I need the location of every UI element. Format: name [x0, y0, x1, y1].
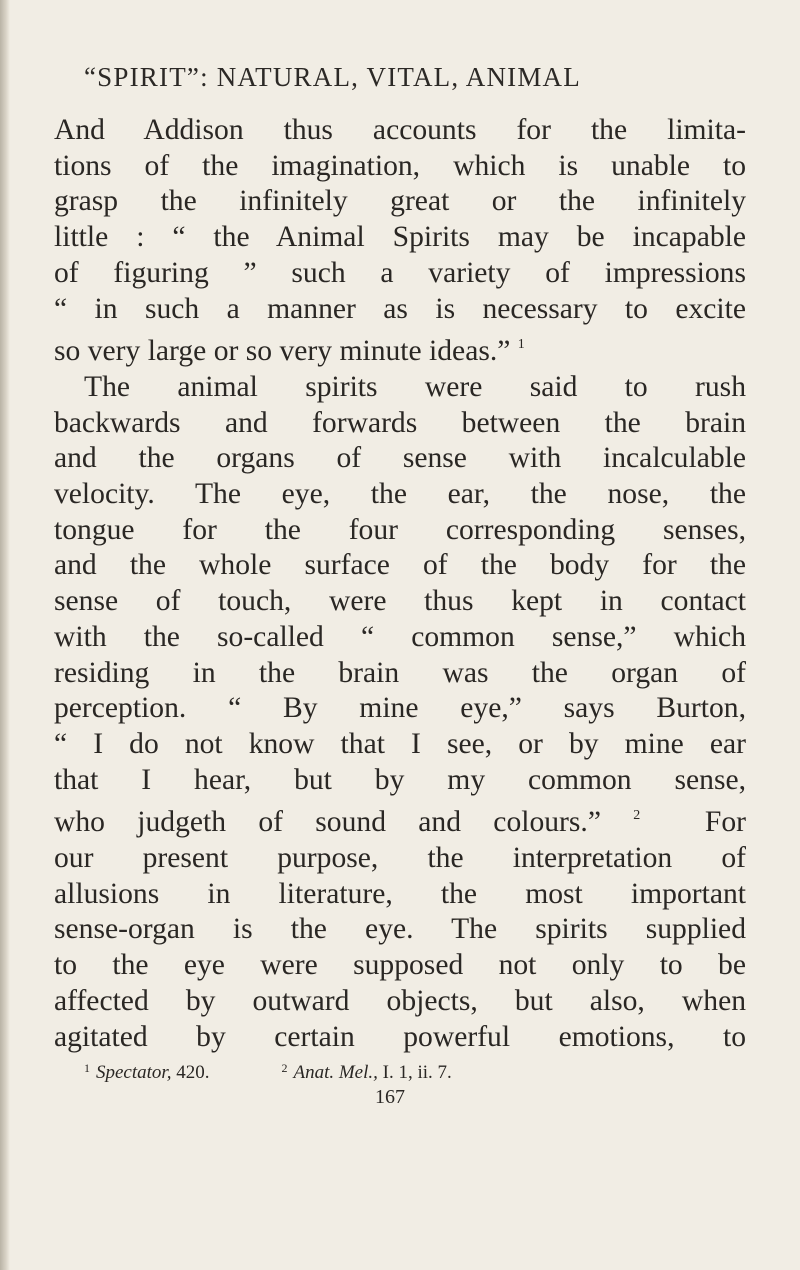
text-line: of figuring ” such a variety of impressions [54, 256, 746, 289]
page-binding-shadow [0, 0, 10, 1270]
footnote-ref-1: 1 [517, 337, 525, 353]
running-head: “SPIRIT”: NATURAL, VITAL, ANIMAL [84, 62, 581, 92]
text-line: allusions in literature, the most important [54, 877, 746, 910]
text-line: “ I do not know that I see, or by mine ear [54, 727, 746, 760]
text-line: our present purpose, the interpretation of [54, 842, 746, 875]
text-line: sense of touch, were thus kept in contact [54, 585, 746, 618]
text-line [54, 798, 746, 841]
text-line: perception. “ By mine eye,” says Burton, [54, 692, 746, 725]
text-line: tions of the imagination, which is unable to [54, 149, 746, 182]
text-line: backwards and forwards between the brain [54, 406, 746, 439]
footnote-ref: 420. [176, 1062, 210, 1084]
footnote-ref-2: 2 [633, 808, 641, 824]
text-line: residing in the brain was the organ of [54, 656, 746, 689]
text-line: “ in such a manner as is necessary to excite [54, 292, 746, 325]
footnote-2 [281, 1061, 451, 1084]
footnote-1 [84, 1061, 209, 1084]
footnote-mark: 2 [281, 1061, 288, 1076]
text-line: with the so-called “ common sense,” which [54, 620, 746, 653]
page-number: 167 [375, 1086, 405, 1109]
text-line: grasp the infinitely great or the infinitely [54, 185, 746, 218]
text-line: and the whole surface of the body for the [54, 549, 746, 582]
for-word: For [704, 806, 747, 839]
footnote-title: Anat. Mel., [293, 1062, 378, 1084]
footnote-mark: 1 [84, 1061, 90, 1076]
burton-quote-end: who judgeth of sound and colours.” [54, 806, 601, 839]
text-line: And Addison thus accounts for the limita- [54, 114, 746, 146]
text-line [54, 327, 746, 370]
text-line: sense-organ is the eye. The spirits supplied [54, 913, 746, 946]
quote-end: so very large or so very minute ideas.” [54, 335, 511, 368]
footnotes [54, 1061, 746, 1084]
paragraph-start-line: The animal spirits were said to rush [84, 370, 746, 403]
text-line: to the eye were supposed not only to be [54, 949, 746, 982]
text-line: little : “ the Animal Spirits may be incapable [54, 221, 746, 254]
body-text [54, 113, 746, 1055]
text-line: velocity. The eye, the ear, the nose, the [54, 478, 746, 511]
footnote-ref: I. 1, ii. 7. [382, 1062, 452, 1084]
footnote-title: Spectator, [96, 1062, 172, 1084]
text-line: tongue for the four corresponding senses, [54, 513, 746, 546]
text-line: affected by outward objects, but also, when [54, 984, 746, 1017]
text-line: that I hear, but by my common sense, [54, 763, 746, 796]
text-line: agitated by certain powerful emotions, to [54, 1020, 746, 1053]
book-page [54, 62, 746, 1109]
text-line: and the organs of sense with incalculable [54, 442, 746, 475]
